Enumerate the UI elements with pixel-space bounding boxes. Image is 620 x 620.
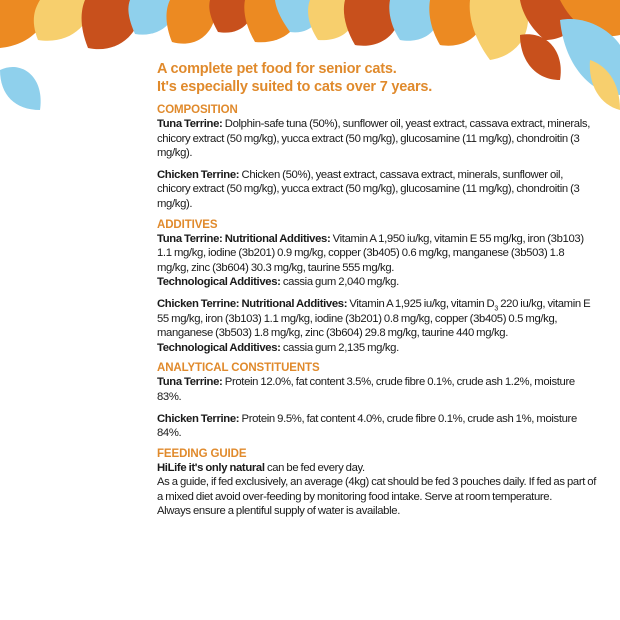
- analytical-tuna: [157, 375, 597, 404]
- headline-line-2: It's especially suited to cats over 7 years.: [157, 79, 433, 95]
- additives-chicken-label: Chicken Terrine: Nutritional Additives:: [157, 297, 348, 310]
- leaf-blue-left: [0, 67, 41, 110]
- additives-title: ADDITIVES: [157, 218, 218, 231]
- feeding-section: [157, 448, 597, 519]
- feeding-line-1: [157, 461, 597, 476]
- additives-tuna-text: Vitamin A 1,950 iu/kg, vitamin E 55 mg/kg, iron (3b103) 1.1 mg/kg, iodine (3b201) 0.9 mg/kg, copper (3b405) 0.6 mg/kg, manganese (3b503) 1.8 mg/kg, zinc (3b604) 30.3 mg/kg, taurine 555 mg/kg.: [157, 232, 584, 274]
- analytical-chicken-text: Protein 9.5%, fat content 4.0%, crude fibre 0.1%, crude ash 1%, moisture 84%.: [157, 412, 577, 440]
- feeding-title: FEEDING GUIDE: [157, 447, 247, 460]
- additives-tuna: [157, 232, 597, 276]
- leaf-yellow-3: [470, 0, 528, 60]
- feeding-line-1-rest: can be fed every day.: [266, 461, 365, 474]
- additives-chicken-tech-label: Technological Additives:: [157, 341, 281, 354]
- analytical-title: ANALYTICAL CONSTITUENTS: [157, 362, 320, 375]
- headline: [157, 60, 597, 96]
- product-label-content: [157, 60, 597, 523]
- additives-chicken: [157, 297, 597, 341]
- feeding-brand: HiLife it's only natural: [157, 461, 265, 474]
- vitamin-d-subscript: 3: [494, 305, 498, 313]
- additives-tuna-label: Tuna Terrine: Nutritional Additives:: [157, 232, 331, 245]
- analytical-tuna-label: Tuna Terrine:: [157, 376, 223, 389]
- composition-tuna: [157, 117, 597, 161]
- composition-chicken: [157, 168, 597, 212]
- headline-line-1: A complete pet food for senior cats.: [157, 61, 397, 77]
- analytical-chicken-label: Chicken Terrine:: [157, 412, 240, 425]
- additives-tuna-tech-text: cassia gum 2,040 mg/kg.: [282, 276, 399, 289]
- composition-tuna-label: Tuna Terrine:: [157, 118, 223, 130]
- feeding-line-3: Always ensure a plentiful supply of water is available.: [157, 505, 400, 518]
- analytical-section: [157, 362, 597, 440]
- additives-section: [157, 219, 597, 356]
- composition-chicken-label: Chicken Terrine:: [157, 168, 240, 181]
- additives-tuna-tech: [157, 275, 597, 290]
- feeding-line-2: As a guide, if fed exclusively, an average (4kg) cat should be fed 3 pouches daily. If fed as part of a mixed diet avoid over-feeding by monitoring food intake. Serve at room temperature.: [157, 476, 597, 503]
- composition-chicken-text: Chicken (50%), yeast extract, cassava extract, minerals, sunflower oil, chicory extract (50 mg/kg), yucca extract (50 mg/kg), glucosamine (11 mg/kg), chondroitin (3 mg/kg).: [157, 168, 580, 210]
- additives-chicken-text-b: 220 iu/kg, vitamin E 55 mg/kg, iron (3b103) 1.1 mg/kg, iodine (3b201) 0.8 mg/kg, copper (3b405) 0.5 mg/kg, manganese (3b503) 1.8 mg/kg, zinc (3b604) 29.8 mg/kg, taurine 440 mg/kg.: [157, 297, 591, 340]
- additives-chicken-tech: [157, 341, 597, 356]
- additives-chicken-text-a: Vitamin A 1,925 iu/kg, vitamin D: [349, 297, 495, 310]
- composition-tuna-text: Dolphin-safe tuna (50%), sunflower oil, yeast extract, cassava extract, minerals, chicory extract (50 mg/kg), yucca extract (50 mg/kg), glucosamine (11 mg/kg), chondroitin (3 mg/kg).: [157, 118, 590, 160]
- composition-title: COMPOSITION: [157, 104, 238, 116]
- additives-chicken-tech-text: cassia gum 2,135 mg/kg.: [282, 341, 399, 354]
- analytical-tuna-text: Protein 12.0%, fat content 3.5%, crude fibre 0.1%, crude ash 1.2%, moisture 83%.: [157, 376, 575, 403]
- analytical-chicken: [157, 412, 597, 441]
- leaf-orange-1: [166, 0, 215, 44]
- composition-section: [157, 104, 597, 212]
- additives-tuna-tech-label: Technological Additives:: [157, 276, 281, 289]
